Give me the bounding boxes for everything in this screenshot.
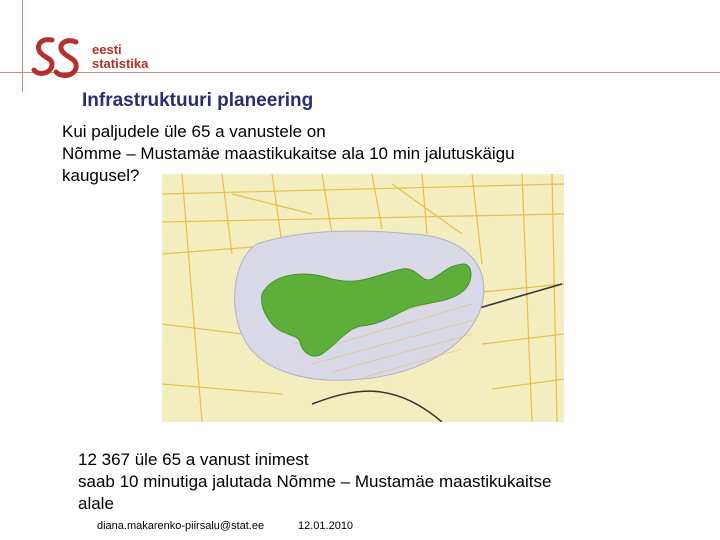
logo-text-statistika: statistika [92,56,149,71]
footer-email: diana.makarenko-piirsalu@stat.ee [97,520,265,532]
slide-title: Infrastruktuuri planeering [82,90,314,111]
slide-question: Kui paljudele üle 65 a vanustele on Nõmme – Mustamäe maastikukaitse ala 10 min jalutuskäigu kaugusel? [62,122,515,185]
logo-text-eesti: eesti [92,42,122,57]
footer-date: 12.01.2010 [298,520,354,532]
nomme-mustamae-map [162,174,564,422]
decor-vertical-line [22,0,23,92]
slide-result: 12 367 üle 65 a vanust inimest saab 10 minutiga jalutada Nõmme – Mustamäe maastikukaitse alale [78,450,552,513]
statistics-estonia-logo [30,36,180,90]
